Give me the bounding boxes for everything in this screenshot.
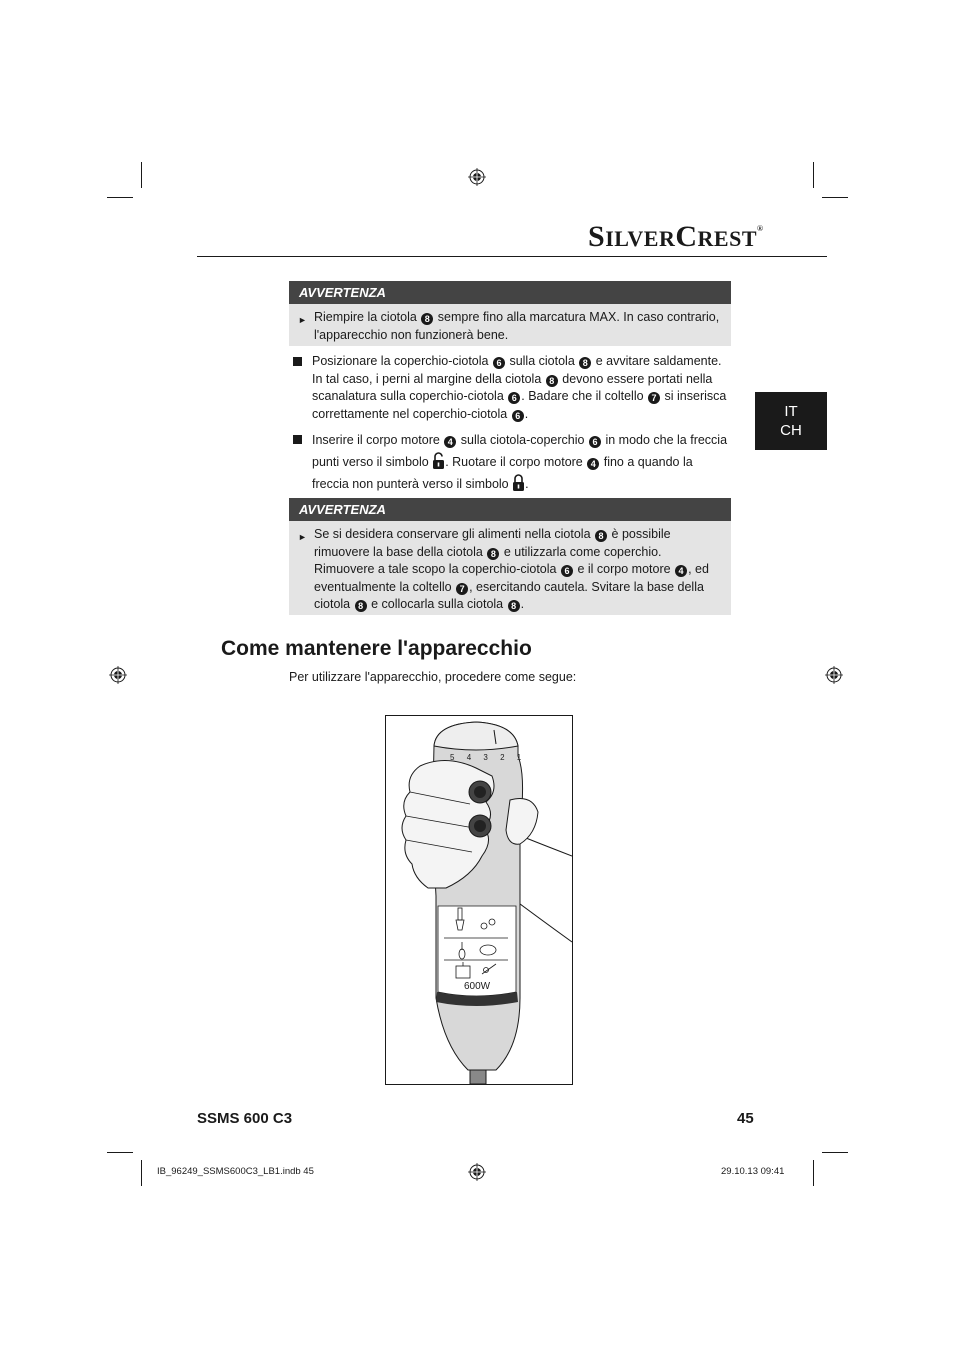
crop-mark [141,1160,142,1186]
power-rating-label: 600W [464,981,491,992]
crop-mark [822,1152,848,1153]
crop-mark [107,197,133,198]
warning-heading: AVVERTENZA [289,281,731,304]
hand-blender-drawing [386,716,572,1084]
speed-label: 2 [500,753,510,762]
registration-mark-icon [825,666,843,684]
language-code-ch: CH [780,422,802,439]
part-number-badge: 6 [512,410,524,422]
unlocked-padlock-icon [432,452,445,470]
crop-mark [141,162,142,188]
speed-label: 4 [466,753,477,762]
part-number-badge: 7 [456,583,468,595]
part-number-badge: 8 [546,375,558,387]
arrow-bullet-icon: ► [298,315,307,325]
model-name: SSMS 600 C3 [197,1110,293,1127]
instruction-step: Inserire il corpo motore 4 sulla ciotola-coperchio 6 in modo che la freccia punti verso il simbolo . Ruotare il corpo motore 4 fino a quando la freccia non punterà verso il simbolo . [293,429,731,495]
registration-mark-icon [468,168,486,186]
part-number-badge: 8 [595,530,607,542]
brand-logo: SILVERCREST® [588,220,764,253]
speed-scale [450,753,526,762]
part-number-badge: 8 [355,600,367,612]
speed-label: 3 [483,753,493,762]
language-code-it: IT [784,403,798,420]
crop-mark [107,1152,133,1153]
square-bullet-icon [293,435,302,444]
registration-mark-icon [109,666,127,684]
crop-mark [813,1160,814,1186]
warning-heading: AVVERTENZA [289,498,731,521]
instruction-step: Posizionare la coperchio-ciotola 6 sulla ciotola 8 e avvitare saldamente. In tal caso, i perni al margine della ciotola 8 devono essere portati nella scanalatura sulla coperchio-ciotola 6 . Badare che il coltello 7 si inserisca correttamente nel coperchio-ciotola 6 . [293,353,731,423]
language-tab [755,392,827,450]
part-number-badge: 6 [508,392,520,404]
hand-blender-illustration [385,715,573,1085]
part-number-badge: 6 [493,357,505,369]
page-number: 45 [737,1110,754,1127]
header-rule [197,256,827,257]
part-number-badge: 6 [561,565,573,577]
part-number-badge: 8 [421,313,433,325]
part-number-badge: 6 [589,436,601,448]
print-slug-date: 29.10.13 09:41 [721,1166,785,1177]
registration-mark-icon [468,1163,486,1181]
part-number-badge: 7 [648,392,660,404]
part-number-badge: 4 [675,565,687,577]
warning-text: ► Se si desidera conservare gli alimenti nella ciotola 8 è possibile rimuovere la base della ciotola 8 e utilizzarla come coperchio. Rimuovere a tale scopo la coperchio-ciotola 6 e il corpo motore 4 , ed eventualmente la coltello 7 , esercitando cautela. Svitare la base della ciotola 8 e collocarla sulla ciotola 8 . [298,527,709,611]
arrow-bullet-icon: ► [298,532,307,542]
speed-label: 5 [450,753,460,762]
part-number-badge: 4 [587,458,599,470]
speed-label: 1 [516,753,527,762]
crop-mark [813,162,814,188]
crop-mark [822,197,848,198]
section-title: Come mantenere l'apparecchio [221,637,532,660]
part-number-badge: 8 [579,357,591,369]
square-bullet-icon [293,357,302,366]
warning-text: ► Riempire la ciotola 8 sempre fino alla marcatura MAX. In caso contrario, l'apparecchio non funzionerà bene. [298,310,720,342]
part-number-badge: 8 [508,600,520,612]
locked-padlock-icon [512,474,525,492]
section-intro: Per utilizzare l'apparecchio, procedere come segue: [289,670,577,684]
part-number-badge: 8 [487,548,499,560]
part-number-badge: 4 [444,436,456,448]
warning-box [289,498,731,615]
warning-box [289,281,731,346]
print-slug-file: IB_96249_SSMS600C3_LB1.indb 45 [157,1166,314,1177]
